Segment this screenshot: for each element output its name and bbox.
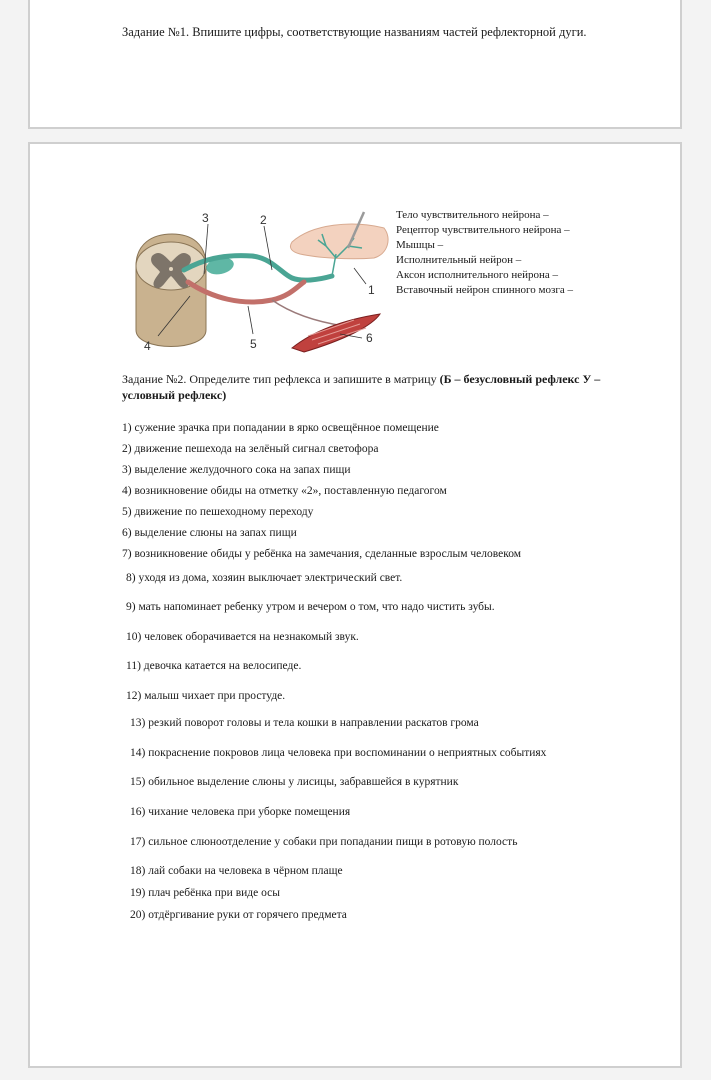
list-item: 7) возникновение обиды у ребёнка на замечания, сделанные взрослым человеком — [122, 548, 522, 560]
list-item: 15) обильное выделение слюны у лисицы, забравшейся в курятник — [130, 776, 459, 788]
legend-item: Аксон исполнительного нейрона – — [396, 269, 559, 281]
figure-label-3: 3 — [202, 211, 209, 225]
list-item: 18) лай собаки на человека в чёрном плаще — [130, 865, 343, 877]
worksheet-page-1 — [28, 0, 682, 129]
task2-title — [122, 372, 652, 403]
legend-item: Рецептор чувствительного нейрона – — [396, 224, 570, 236]
figure-legend — [396, 208, 573, 298]
figure-label-1: 1 — [368, 283, 375, 297]
central-canal — [169, 267, 173, 271]
list-item: 6) выделение слюны на запах пищи — [122, 527, 297, 539]
motor-fiber-branch — [272, 300, 344, 326]
leader-line-1 — [354, 268, 366, 284]
worksheet-page-2 — [28, 142, 682, 1068]
list-item: 3) выделение желудочного сока на запах пищи — [122, 464, 351, 476]
list-item: 20) отдёргивание руки от горячего предмета — [130, 909, 347, 921]
figure-label-6: 6 — [366, 331, 373, 345]
list-item: 14) покраснение покровов лица человека при воспоминании о неприятных событиях — [130, 747, 547, 759]
list-item: 9) мать напоминает ребенку утром и вечером о том, что надо чистить зубы. — [126, 601, 495, 613]
task2-title-text: Задание №2. Определите тип рефлекса и запишите в матрицу — [122, 372, 437, 386]
figure-label-2: 2 — [260, 213, 267, 227]
list-item: 10) человек оборачивается на незнакомый звук. — [126, 631, 359, 643]
legend-item: Исполнительный нейрон – — [396, 254, 522, 266]
list-item: 1) сужение зрачка при попадании в ярко освещённое помещение — [122, 422, 439, 434]
list-item: 13) резкий поворот головы и тела кошки в направлении раскатов грома — [130, 717, 479, 729]
legend-item: Мышцы – — [396, 239, 444, 251]
list-item: 11) девочка катается на велосипеде. — [126, 660, 302, 672]
list-item: 19) плач ребёнка при виде осы — [130, 887, 280, 899]
task1-title: Задание №1. Впишите цифры, соответствующие названиям частей рефлекторной дуги. — [122, 25, 587, 39]
skin — [290, 224, 388, 259]
figure-label-4: 4 — [144, 339, 151, 353]
list-item: 17) сильное слюноотделение у собаки при попадании пищи в ротовую полость — [130, 836, 518, 848]
leader-line-5 — [248, 306, 253, 334]
reflex-arc-figure — [122, 202, 394, 358]
list-item: 4) возникновение обиды на отметку «2», поставленную педагогом — [122, 485, 447, 497]
list-item: 2) движение пешехода на зелёный сигнал светофора — [122, 443, 379, 455]
task2-legend: (Б – безусловный рефлекс У – условный рефлекс) — [122, 372, 601, 402]
legend-item: Тело чувствительного нейрона – — [396, 209, 549, 221]
legend-item: Вставочный нейрон спинного мозга – — [396, 284, 573, 296]
list-item: 16) чихание человека при уборке помещения — [130, 806, 351, 818]
figure-label-5: 5 — [250, 337, 257, 351]
list-item: 12) малыш чихает при простуде. — [126, 690, 286, 702]
list-item: 5) движение по пешеходному переходу — [122, 506, 314, 518]
list-item: 8) уходя из дома, хозяин выключает электрический свет. — [126, 572, 403, 584]
